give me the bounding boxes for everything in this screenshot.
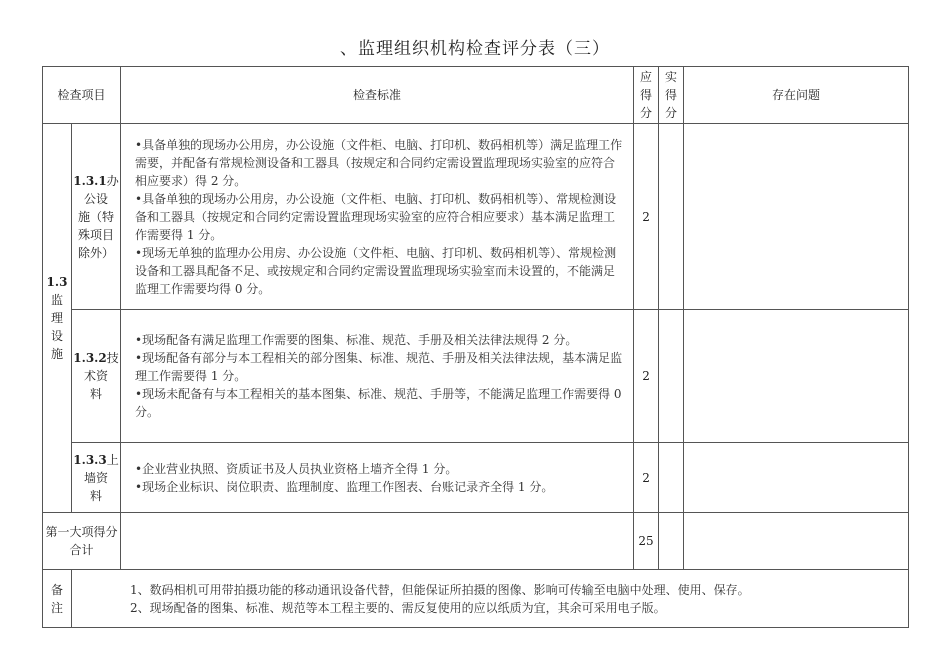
- subitem-criteria-2: •现场配备有满足监理工作需要的图集、标准、规范、手册及相关法律法规得 2 分。 •现场配备有部分与本工程相关的部分图集、标准、规范、手册及相关法律法规，基本满足监理工作需要得 1 分。 •现场未配备有与本工程相关的基本图集、标准、规范、手册等，不能满足监理工作需要得 0 分。: [121, 310, 634, 443]
- subitem-name-2: 1.3.2技术资 料: [72, 310, 121, 443]
- due-score-1: 2: [634, 124, 659, 310]
- subitem-criteria-3: •企业营业执照、资质证书及人员执业资格上墙齐全得 1 分。 •现场企业标识、岗位职责、监理制度、监理工作图表、台账记录齐全得 1 分。: [121, 443, 634, 513]
- subitem-name-1: 1.3.1办公设 施（特 殊项目 除外）: [72, 124, 121, 310]
- category-name: 监 理 设 施: [50, 293, 63, 361]
- header-due-score: 应 得 分: [634, 67, 659, 124]
- total-actual-score[interactable]: [659, 513, 684, 570]
- header-criteria: 检查标准: [121, 67, 634, 124]
- actual-score-2[interactable]: [659, 310, 684, 443]
- subitem-name-3: 1.3.3上墙资 料: [72, 443, 121, 513]
- table-row: [43, 124, 909, 310]
- category-number: 1.3: [46, 275, 68, 289]
- header-item: 检查项目: [43, 67, 121, 124]
- actual-score-3[interactable]: [659, 443, 684, 513]
- category-cell: [43, 124, 72, 513]
- total-due-score: 25: [634, 513, 659, 570]
- inspection-score-table: [42, 66, 909, 628]
- table-row: [43, 443, 909, 513]
- note-line-1: 1、数码相机可用带拍摄功能的移动通讯设备代替，但能保证所拍摄的图像、影响可传输至电脑中处理、使用、保存。: [130, 582, 750, 597]
- header-issues: 存在问题: [684, 67, 909, 124]
- notes-row: [43, 570, 909, 628]
- note-line-2: 2、现场配备的图集、标准、规范等本工程主要的、需反复使用的应以纸质为宜，其余可采用电子版。: [130, 600, 666, 615]
- subitem-criteria-1: •具备单独的现场办公用房，办公设施（文件柜、电脑、打印机、数码相机等）满足监理工作需要，并配备有常规检测设备和工器具（按规定和合同约定需设置监理现场实验室的应符合相应要求）得 2 分。 •具备单独的现场办公用房，办公设施（文件柜、电脑、打印机、数码相机等）、常规检测设备和工器具（按规定和合同约定需设置监理现场实验室的应符合相应要求）基本满足监理工作需要得 1 分。 •现场无单独的监理办公用房、办公设施（文件柜、电脑、打印机、数码相机等）、常规检测设备和工器具配备不足、或按规定和合同约定需设置监理现场实验室而未设置的，不能满足监理工作需要均得 0 分。: [121, 124, 634, 310]
- total-issues[interactable]: [684, 513, 909, 570]
- page-title: 、监理组织机构检查评分表（三）: [340, 39, 610, 59]
- notes-label: 备 注: [43, 570, 72, 628]
- total-criteria: [121, 513, 634, 570]
- actual-score-1[interactable]: [659, 124, 684, 310]
- issues-2[interactable]: [684, 310, 909, 443]
- total-row: [43, 513, 909, 570]
- header-row: [43, 67, 909, 124]
- table-row: [43, 310, 909, 443]
- due-score-3: 2: [634, 443, 659, 513]
- total-label: 第一大项得分合计: [43, 513, 121, 570]
- notes-content: [72, 570, 909, 628]
- issues-3[interactable]: [684, 443, 909, 513]
- issues-1[interactable]: [684, 124, 909, 310]
- header-actual-score: 实 得 分: [659, 67, 684, 124]
- due-score-2: 2: [634, 310, 659, 443]
